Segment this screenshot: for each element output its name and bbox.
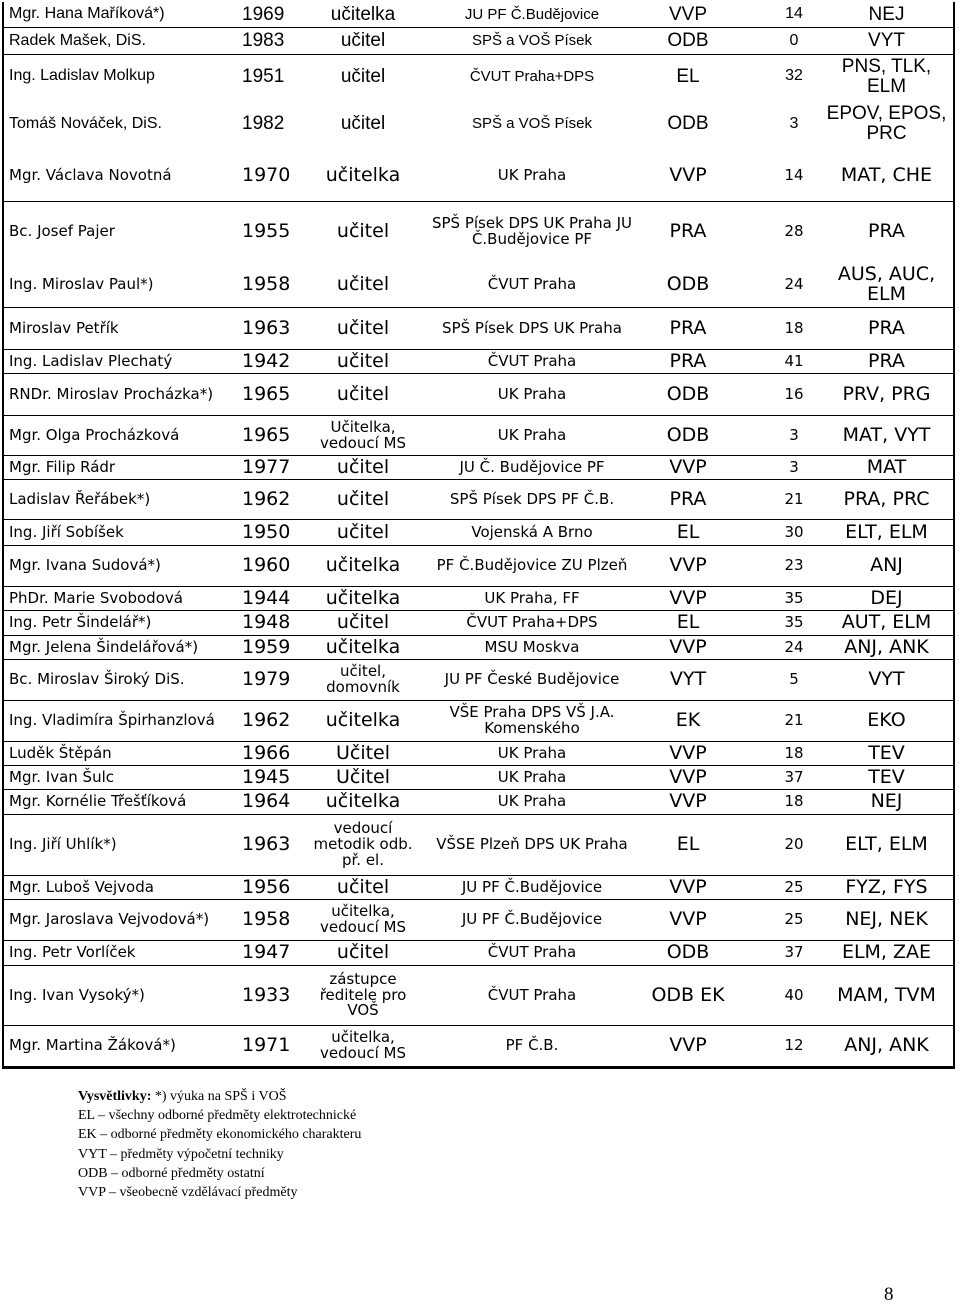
- years-count: 12: [784, 1036, 804, 1055]
- page-number: 8: [884, 1284, 894, 1305]
- teacher-name: Mgr. Václava Novotná: [9, 165, 172, 184]
- taught-subjects: PRA: [868, 316, 905, 339]
- birth-year: 1951: [242, 65, 285, 87]
- taught-subjects: EPOV, EPOS, PRC: [826, 103, 947, 144]
- years-count: 14: [784, 165, 804, 184]
- subject-type: VVP: [669, 554, 707, 577]
- taught-subjects: NEJ: [868, 3, 905, 25]
- school-attended: ČVUT Praha+DPS: [469, 67, 595, 85]
- table-row: [4, 2, 953, 28]
- teacher-name: Mgr. Martina Žáková*): [9, 1036, 176, 1055]
- teacher-position: učitel: [340, 30, 386, 52]
- years-count: 3: [789, 425, 799, 444]
- table-row: [4, 416, 953, 456]
- table-row: [4, 55, 953, 98]
- subject-type: ODB: [667, 113, 709, 135]
- table-row: [4, 701, 953, 742]
- teacher-name: Ing. Miroslav Paul*): [9, 274, 154, 293]
- years-count: 18: [784, 743, 804, 762]
- years-count: 18: [784, 792, 804, 811]
- birth-year: 1979: [242, 668, 291, 691]
- teacher-position: učitelka: [325, 635, 401, 658]
- subject-type: ODB: [666, 423, 710, 446]
- school-attended: UK Praha: [497, 767, 567, 786]
- birth-year: 1947: [242, 941, 291, 964]
- table-row: [4, 742, 953, 766]
- teacher-position: učitel: [336, 220, 390, 243]
- taught-subjects: PRA, PRC: [843, 487, 930, 510]
- teacher-position: učitel: [340, 65, 386, 87]
- years-count: 37: [784, 943, 804, 962]
- legend: [78, 1087, 361, 1202]
- taught-subjects: MAM, TVM: [837, 983, 936, 1006]
- table-row: [4, 262, 953, 308]
- subject-type: PRA: [669, 349, 707, 372]
- school-attended: PF Č.Budějovice ZU Plzeň: [436, 556, 628, 575]
- years-count: 28: [784, 222, 804, 241]
- school-attended: UK Praha, FF: [484, 588, 580, 607]
- table-row: [4, 966, 953, 1026]
- taught-subjects: ELT, ELM: [845, 520, 928, 543]
- teacher-name: Mgr. Luboš Vejvoda: [9, 877, 154, 896]
- subject-type: VVP: [669, 908, 707, 931]
- years-count: 35: [784, 588, 804, 607]
- school-attended: JU PF Č.Budějovice: [464, 5, 600, 23]
- school-attended: JU PF Č.Budějovice: [461, 910, 603, 929]
- birth-year: 1956: [242, 875, 291, 898]
- school-attended: JU PF Č.Budějovice: [461, 877, 603, 896]
- teacher-name: Mgr. Olga Procházková: [9, 425, 180, 444]
- teacher-position: učitel: [336, 520, 390, 543]
- teacher-position: Učitelka, vedoucí MS: [320, 417, 406, 452]
- table-row: [4, 876, 953, 900]
- subject-type: ODB: [666, 382, 710, 405]
- subject-type: VVP: [668, 3, 708, 25]
- school-attended: ČVUT Praha: [487, 274, 577, 293]
- school-attended: SPŠ Písek DPS UK Praha JU Č.Budějovice PF: [431, 214, 633, 248]
- years-count: 30: [784, 522, 804, 541]
- teacher-position: učitel: [336, 349, 390, 372]
- table-row: [4, 815, 953, 876]
- table-row: [4, 374, 953, 416]
- taught-subjects: MAT: [866, 455, 907, 478]
- taught-subjects: NEJ, NEK: [845, 908, 928, 931]
- teacher-name: PhDr. Marie Svobodová: [9, 588, 183, 607]
- teacher-name: Ing. Ladislav Plechatý: [9, 351, 173, 370]
- birth-year: 1965: [242, 423, 291, 446]
- taught-subjects: ELT, ELM: [845, 833, 928, 856]
- birth-year: 1962: [242, 487, 291, 510]
- school-attended: UK Praha: [497, 384, 567, 403]
- subject-type: PRA: [669, 316, 707, 339]
- years-count: 16: [784, 384, 804, 403]
- birth-year: 1983: [242, 30, 285, 52]
- years-count: 5: [789, 670, 799, 689]
- years-count: 25: [784, 910, 804, 929]
- teacher-name: Ing. Petr Šindelář*): [9, 613, 152, 632]
- teacher-name: Miroslav Petřík: [9, 318, 119, 337]
- teacher-name: Mgr. Jaroslava Vejvodová*): [9, 910, 210, 929]
- teacher-position: učitel: [336, 487, 390, 510]
- teacher-name: Ing. Jiří Sobíšek: [9, 522, 124, 541]
- birth-year: 1965: [242, 382, 291, 405]
- teacher-name: Ing. Ladislav Molkup: [9, 67, 155, 85]
- taught-subjects: PRV, PRG: [842, 382, 931, 405]
- teacher-position: učitelka: [325, 163, 401, 186]
- birth-year: 1969: [242, 3, 285, 25]
- subject-type: ODB: [666, 941, 710, 964]
- table-row: [4, 308, 953, 350]
- teacher-position: učitelka: [325, 586, 401, 609]
- taught-subjects: FYZ, FYS: [845, 875, 928, 898]
- birth-year: 1958: [242, 272, 291, 295]
- legend-line: VYT – předměty výpočetní techniky: [78, 1146, 284, 1162]
- taught-subjects: MAT, VYT: [842, 423, 931, 446]
- teacher-position: učitel: [336, 875, 390, 898]
- school-attended: VŠSE Plzeň DPS UK Praha: [436, 835, 628, 854]
- subject-type: VVP: [669, 586, 707, 609]
- teacher-position: učitelka: [325, 554, 401, 577]
- birth-year: 1933: [242, 983, 291, 1006]
- taught-subjects: NEJ: [870, 790, 903, 813]
- taught-subjects: EKO: [867, 709, 906, 732]
- birth-year: 1950: [242, 520, 291, 543]
- teacher-name: Luděk Štěpán: [9, 743, 112, 762]
- subject-type: ODB: [666, 272, 710, 295]
- birth-year: 1958: [242, 908, 291, 931]
- subject-type: VVP: [669, 765, 707, 788]
- teacher-name: Mgr. Jelena Šindelářová*): [9, 637, 199, 656]
- taught-subjects: VYT: [868, 668, 905, 691]
- years-count: 24: [784, 274, 804, 293]
- subject-type: EK: [675, 709, 701, 732]
- school-attended: JU PF České Budějovice: [444, 670, 620, 689]
- birth-year: 1963: [242, 833, 291, 856]
- years-count: 41: [784, 351, 804, 370]
- years-count: 18: [784, 318, 804, 337]
- subject-type: EL: [676, 611, 700, 634]
- teacher-position: učitel, domovník: [326, 662, 400, 696]
- taught-subjects: ANJ: [870, 554, 903, 577]
- school-attended: SPŠ a VOŠ Písek: [471, 32, 593, 50]
- birth-year: 1948: [242, 611, 291, 634]
- taught-subjects: ANJ, ANK: [844, 1034, 929, 1057]
- birth-year: 1945: [242, 765, 291, 788]
- birth-year: 1962: [242, 709, 291, 732]
- teacher-name: Ing. Petr Vorlíček: [9, 943, 136, 962]
- teacher-position: Učitel: [335, 741, 391, 764]
- table-row: [4, 546, 953, 587]
- table-row: [4, 611, 953, 636]
- school-attended: MSU Moskva: [484, 637, 580, 656]
- school-attended: SPŠ Písek DPS PF Č.B.: [449, 489, 615, 508]
- school-attended: PF Č.B.: [505, 1036, 559, 1055]
- teacher-name: Ladislav Řeřábek*): [9, 489, 151, 508]
- subject-type: VYT: [669, 668, 707, 691]
- teacher-position: učitelka, vedoucí MS: [320, 902, 406, 936]
- subject-type: VVP: [669, 163, 707, 186]
- teacher-position: učitel: [336, 272, 390, 295]
- table-row: [4, 660, 953, 701]
- years-count: 35: [784, 613, 804, 632]
- table-row: [4, 941, 953, 966]
- taught-subjects: PRA: [868, 349, 905, 372]
- teacher-name: Tomáš Nováček, DiS.: [9, 114, 162, 132]
- years-count: 23: [784, 556, 804, 575]
- teacher-name: Bc. Miroslav Široký DiS.: [9, 670, 185, 689]
- subject-type: ODB: [667, 30, 709, 52]
- years-count: 20: [784, 835, 804, 854]
- teacher-position: učitelka: [330, 3, 396, 25]
- taught-subjects: VYT: [868, 30, 905, 52]
- teacher-name: Mgr. Filip Rádr: [9, 457, 116, 476]
- taught-subjects: PRA: [868, 220, 905, 243]
- birth-year: 1977: [242, 455, 291, 478]
- teacher-position: učitel: [340, 113, 386, 135]
- table-row: [4, 150, 953, 202]
- legend-line: EK – odborné předměty ekonomického charakteru: [78, 1127, 362, 1143]
- taught-subjects: ELM, ZAE: [841, 941, 932, 964]
- birth-year: 1970: [242, 163, 291, 186]
- teacher-name: Ing. Jiří Uhlík*): [9, 835, 117, 854]
- birth-year: 1942: [242, 349, 291, 372]
- table-row: [4, 636, 953, 660]
- teacher-name: Mgr. Ivan Šulc: [9, 767, 114, 786]
- years-count: 40: [784, 985, 804, 1004]
- teacher-name: Mgr. Hana Maříková*): [9, 5, 165, 23]
- table-row: [4, 480, 953, 520]
- subject-type: VVP: [669, 875, 707, 898]
- teacher-name: Bc. Josef Pajer: [9, 222, 115, 241]
- school-attended: ČVUT Praha: [487, 351, 577, 370]
- teacher-position: učitel: [336, 316, 390, 339]
- subject-type: EL: [676, 520, 700, 543]
- school-attended: ČVUT Praha: [487, 985, 577, 1004]
- school-attended: ČVUT Praha+DPS: [466, 613, 598, 632]
- table-row: [4, 1026, 953, 1067]
- teacher-position: učitel: [336, 455, 390, 478]
- birth-year: 1964: [242, 790, 291, 813]
- birth-year: 1960: [242, 554, 291, 577]
- years-count: 3: [789, 114, 799, 132]
- school-attended: UK Praha: [497, 165, 567, 184]
- birth-year: 1966: [242, 741, 291, 764]
- legend-line: VVP – všeobecně vzdělávací předměty: [78, 1185, 298, 1201]
- years-count: 32: [785, 67, 803, 85]
- birth-year: 1959: [242, 635, 291, 658]
- teacher-name: Ing. Vladimíra Špirhanzlová: [9, 711, 215, 730]
- school-attended: VŠE Praha DPS VŠ J.A. Komenského: [449, 703, 615, 737]
- school-attended: UK Praha: [497, 425, 567, 444]
- teacher-position: zástupce ředitele pro VOŠ: [319, 969, 407, 1020]
- legend-line: ODB – odborné předměty ostatní: [78, 1165, 265, 1181]
- school-attended: SPŠ Písek DPS UK Praha: [442, 318, 622, 337]
- birth-year: 1963: [242, 316, 291, 339]
- school-attended: JU Č. Budějovice PF: [459, 457, 605, 476]
- subject-type: PRA: [669, 487, 707, 510]
- taught-subjects: DEJ: [870, 586, 903, 609]
- table-row: [4, 900, 953, 941]
- subject-type: VVP: [669, 1034, 707, 1057]
- teacher-position: učitelka: [325, 790, 401, 813]
- table-row: [4, 202, 953, 262]
- years-count: 3: [789, 457, 799, 476]
- taught-subjects: MAT, CHE: [840, 163, 933, 186]
- teacher-name: RNDr. Miroslav Procházka*): [9, 384, 214, 403]
- teacher-position: učitelka, vedoucí MS: [320, 1028, 406, 1062]
- years-count: 21: [784, 489, 804, 508]
- birth-year: 1955: [242, 220, 291, 243]
- years-count: 0: [789, 31, 799, 49]
- teacher-position: Učitel: [335, 765, 391, 788]
- teacher-position: učitel: [336, 611, 390, 634]
- subject-type: VVP: [669, 790, 707, 813]
- teacher-name: Mgr. Kornélie Třešťíková: [9, 792, 187, 811]
- teacher-name: Mgr. Ivana Sudová*): [9, 556, 161, 575]
- years-count: 24: [784, 637, 804, 656]
- taught-subjects: TEV: [868, 765, 905, 788]
- legend-note: *) výuka na SPŠ i VOŠ: [151, 1089, 287, 1104]
- table-row: [4, 350, 953, 374]
- teacher-name: Radek Mašek, DiS.: [9, 31, 146, 49]
- subject-type: EL: [676, 833, 700, 856]
- table-row: [4, 98, 953, 150]
- table-row: [4, 790, 953, 815]
- taught-subjects: TEV: [868, 741, 905, 764]
- table-row: [4, 28, 953, 55]
- years-count: 25: [784, 877, 804, 896]
- school-attended: UK Praha: [497, 743, 567, 762]
- taught-subjects: ANJ, ANK: [844, 635, 929, 658]
- school-attended: SPŠ a VOŠ Písek: [471, 115, 593, 133]
- birth-year: 1982: [242, 113, 285, 135]
- table-row: [4, 456, 953, 480]
- legend-title: Vysvětlivky:: [78, 1089, 152, 1104]
- years-count: 21: [784, 711, 804, 730]
- teacher-position: učitelka: [325, 709, 401, 732]
- subject-type: VVP: [669, 455, 707, 478]
- teacher-position: učitel: [336, 941, 390, 964]
- birth-year: 1971: [242, 1034, 291, 1057]
- school-attended: Vojenská A Brno: [471, 522, 593, 541]
- table-row: [4, 520, 953, 546]
- subject-type: EL: [676, 65, 700, 87]
- school-attended: UK Praha: [497, 792, 567, 811]
- school-attended: ČVUT Praha: [487, 943, 577, 962]
- years-count: 14: [785, 5, 803, 23]
- legend-title-line: [78, 1087, 361, 1106]
- birth-year: 1944: [242, 586, 291, 609]
- years-count: 37: [784, 767, 804, 786]
- subject-type: VVP: [669, 635, 707, 658]
- table-row: [4, 766, 953, 790]
- legend-line: EL – všechny odborné předměty elektrotechnické: [78, 1108, 357, 1124]
- taught-subjects: PNS, TLK, ELM: [841, 55, 932, 97]
- taught-subjects: AUT, ELM: [841, 611, 932, 634]
- subject-type: ODB EK: [651, 983, 725, 1006]
- table-row: [4, 587, 953, 611]
- teacher-position: vedoucí metodik odb. př. el.: [313, 819, 413, 869]
- subject-type: VVP: [669, 741, 707, 764]
- taught-subjects: AUS, AUC, ELM: [837, 262, 936, 305]
- teacher-name: Ing. Ivan Vysoký*): [9, 985, 145, 1004]
- teacher-position: učitel: [336, 382, 390, 405]
- subject-type: PRA: [669, 220, 707, 243]
